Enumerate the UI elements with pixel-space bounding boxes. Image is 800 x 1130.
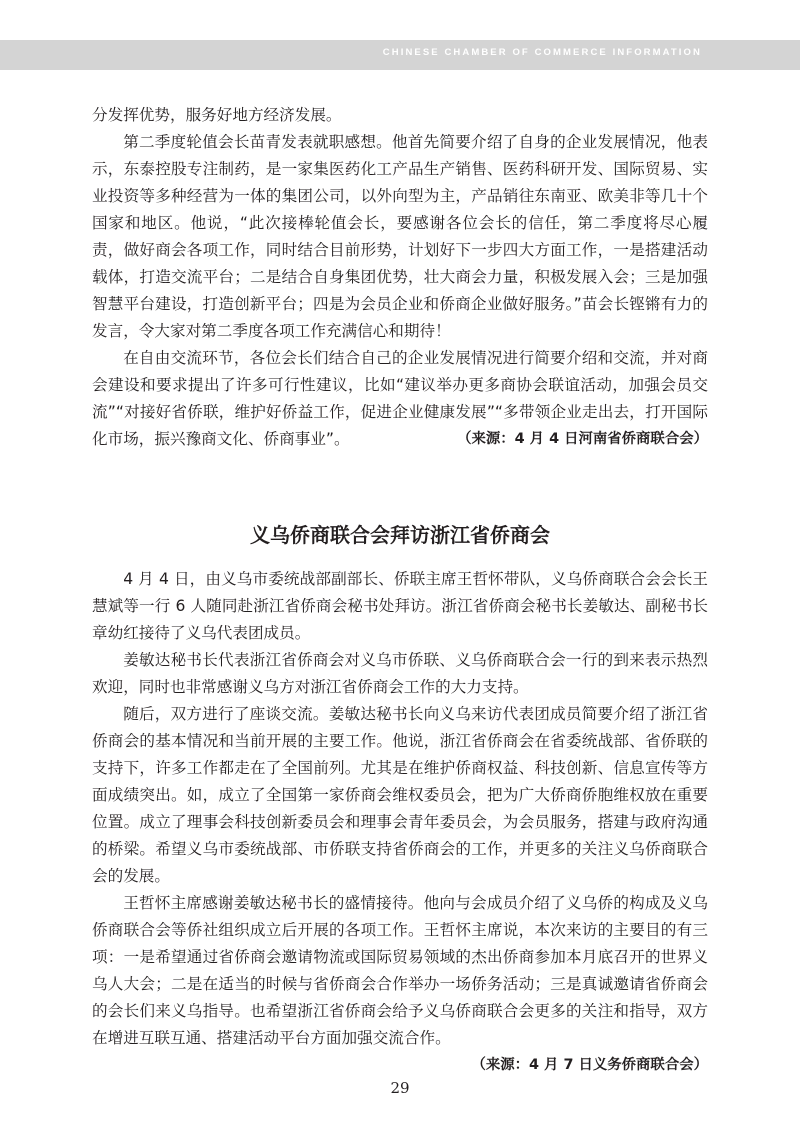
paragraph: 随后，双方进行了座谈交流。姜敏达秘书长向义乌来访代表团成员简要介绍了浙江省侨商会的基本情况和当前开展的主要工作。他说，浙江省侨商会在省委统战部、省侨联的支持下，许多工作都走在了全国前列。尤其是在维护侨商权益、科技创新、信息宣传等方面成绩突出。如，成立了全国第一家侨商会维权委员会，把为广大侨商侨胞维权放在重要位置。成立了理事会科技创新委员会和理事会青年委员会，为会员服务，搭建与政府沟通的桥梁。希望义乌市委统战部、市侨联支持省侨商会的工作，并更多的关注义乌侨商联合会的发展。 — [92, 705, 708, 885]
article-title: 义乌侨商联合会拜访浙江省侨商会 — [250, 523, 550, 547]
paragraph: 第二季度轮值会长苗青发表就职感想。他首先简要介绍了自身的企业发展情况，他表示，东泰控股专注制药，是一家集医药化工产品生产销售、医药科研开发、国际贸易、实业投资等多种经营为一体的集团公司，以外向型为主，产品销往东南亚、欧美非等几十个国家和地区。他说，“此次接棒轮值会长，要感谢各位会长的信任，第二季度将尽心履责，做好商会各项工作，同时结合目前形势，计划好下一步四大方面工作，一是搭建活动载体，打造交流平台；二是结合自身集团优势，壮大商会力量，积极发展入会；三是加强智慧平台建设，打造创新平台；四是为会员企业和侨商企业做好服务。”苗会长铿锵有力的发言，令大家对第二季度各项工作充满信心和期待！ — [92, 133, 708, 340]
page-number: 29 — [390, 1079, 410, 1097]
paragraph-with-source — [92, 345, 708, 453]
paragraph: 姜敏达秘书长代表浙江省侨商会对义乌市侨联、义乌侨商联合会一行的到来表示热烈欢迎，同时也非常感谢义乌方对浙江省侨商会工作的大力支持。 — [92, 651, 708, 696]
running-header: CHINESE CHAMBER OF COMMERCE INFORMATION — [382, 47, 702, 58]
paragraph-with-source — [92, 890, 708, 1073]
article-continuation — [92, 102, 708, 453]
article-body — [92, 566, 708, 1079]
paragraph-text: 王哲怀主席感谢姜敏达秘书长的盛情接待。他向与会成员介绍了义乌侨的构成及义乌侨商联合会等侨社组织成立后开展的各项工作。王哲怀主席说，本次来访的主要目的有三项：一是希望通过省侨商会邀请物流或国际贸易领域的杰出侨商参加本月底召开的世界义乌人大会；二是在适当的时候与省侨商会合作举办一场侨务活动；三是真诚邀请省侨商会的会长们来义乌指导。也希望浙江省侨商会给予义乌侨商联合会更多的关注和指导，双方在增进互联互通、搭建活动平台方面加强交流合作。 — [92, 894, 708, 1047]
paragraph: 分发挥优势，服务好地方经济发展。 — [92, 106, 342, 124]
source-citation: （来源：4 月 7 日义务侨商联合会） — [471, 1057, 708, 1073]
source-citation: （来源：4 月 4 日河南省侨商联合会） — [457, 431, 708, 447]
paragraph-text: 在自由交流环节，各位会长们结合自己的企业发展情况进行简要介绍和交流，并对商会建设和要求提出了许多可行性建议，比如“建议举办更多商协会联谊活动，加强会员交流”“对接好省侨联，维护好侨益工作，促进企业健康发展”“多带领企业走出去，打开国际化市场，振兴豫商文化、侨商事业”。 — [92, 349, 708, 448]
paragraph: 4 月 4 日，由义乌市委统战部副部长、侨联主席王哲怀带队，义乌侨商联合会会长王慧斌等一行 6 人随同赴浙江省侨商会秘书处拜访。浙江省侨商会秘书长姜敏达、副秘书长章幼红接待了义乌代表团成员。 — [92, 570, 708, 642]
